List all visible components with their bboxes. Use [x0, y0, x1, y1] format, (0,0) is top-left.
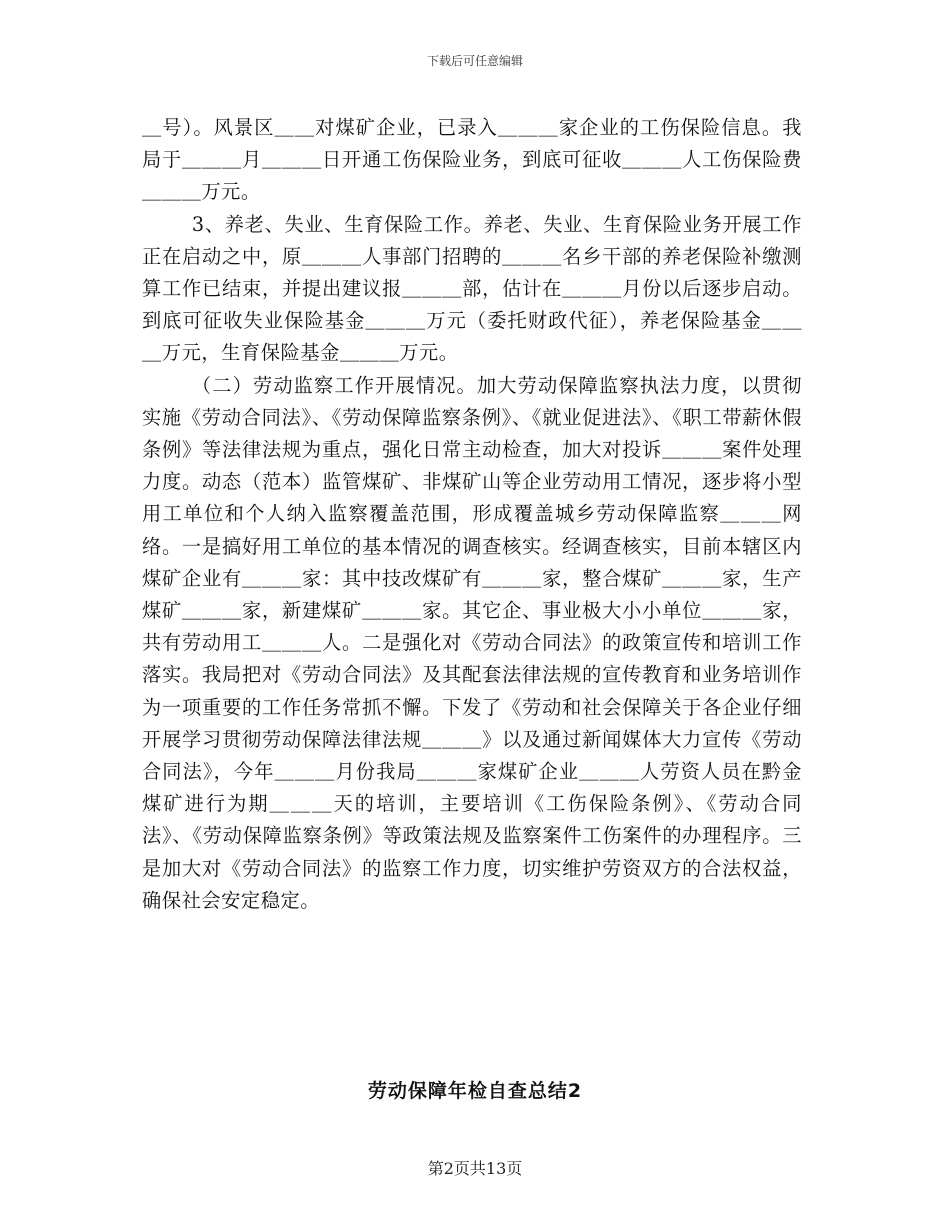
- section-title: 劳动保障年检自查总结2: [367, 1080, 583, 1102]
- page-header: 下载后可任意编辑: [426, 54, 523, 68]
- page-number-footer: 第2页共13页: [427, 1159, 523, 1178]
- document-body: [142, 112, 802, 917]
- paragraph-pension-unemployment-maternity: 3、养老、失业、生育保险工作。养老、失业、生育保险业务开展工作正在启动之中，原＿＿＿人事部门招聘的＿＿＿名乡干部的养老保险补缴测算工作已结束，并提出建议报＿＿＿部，估计在＿＿＿月份以后逐步启动。到底可征收失业保险基金＿＿＿万元（委托财政代征），养老保险基金＿＿＿万元，生育保险基金＿＿＿万元。: [142, 212, 802, 365]
- paragraph-work-injury-insurance: ＿号）。风景区＿＿对煤矿企业，已录入＿＿＿家企业的工伤保险信息。我局于＿＿＿月＿＿＿日开通工伤保险业务，到底可征收＿＿＿人工伤保险费＿＿＿万元。: [142, 116, 802, 204]
- paragraph-labor-inspection: （二）劳动监察工作开展情况。加大劳动保障监察执法力度，以贯彻实施《劳动合同法》、《劳动保障监察条例》、《就业促进法》、《职工带薪休假条例》等法律法规为重点，强化日常主动检查，加大对投诉＿＿＿案件处理力度。动态（范本）监管煤矿、非煤矿山等企业劳动用工情况，逐步将小型用工单位和个人纳入监察覆盖范围，形成覆盖城乡劳动保障监察＿＿＿网络。一是搞好用工单位的基本情况的调查核实。经调查核实，目前本辖区内煤矿企业有＿＿＿家：其中技改煤矿有＿＿＿家，整合煤矿＿＿＿家，生产煤矿＿＿＿家，新建煤矿＿＿＿家。其它企、事业极大小小单位＿＿＿家，共有劳动用工＿＿＿人。二是强化对《劳动合同法》的政策宣传和培训工作落实。我局把对《劳动合同法》及其配套法律法规的宣传教育和业务培训作为一项重要的工作任务常抓不懈。下发了《劳动和社会保障关于各企业仔细开展学习贯彻劳动保障法律法规＿＿＿》以及通过新闻媒体大力宣传《劳动合同法》，今年＿＿＿月份我局＿＿＿家煤矿企业＿＿＿人劳资人员在黔金煤矿进行为期＿＿＿天的培训，主要培训《工伤保险条例》、《劳动合同法》、《劳动保障监察条例》等政策法规及监察案件工伤案件的办理程序。三是加大对《劳动合同法》的监察工作力度，切实维护劳资双方的合法权益，确保社会安定稳定。: [142, 373, 802, 912]
